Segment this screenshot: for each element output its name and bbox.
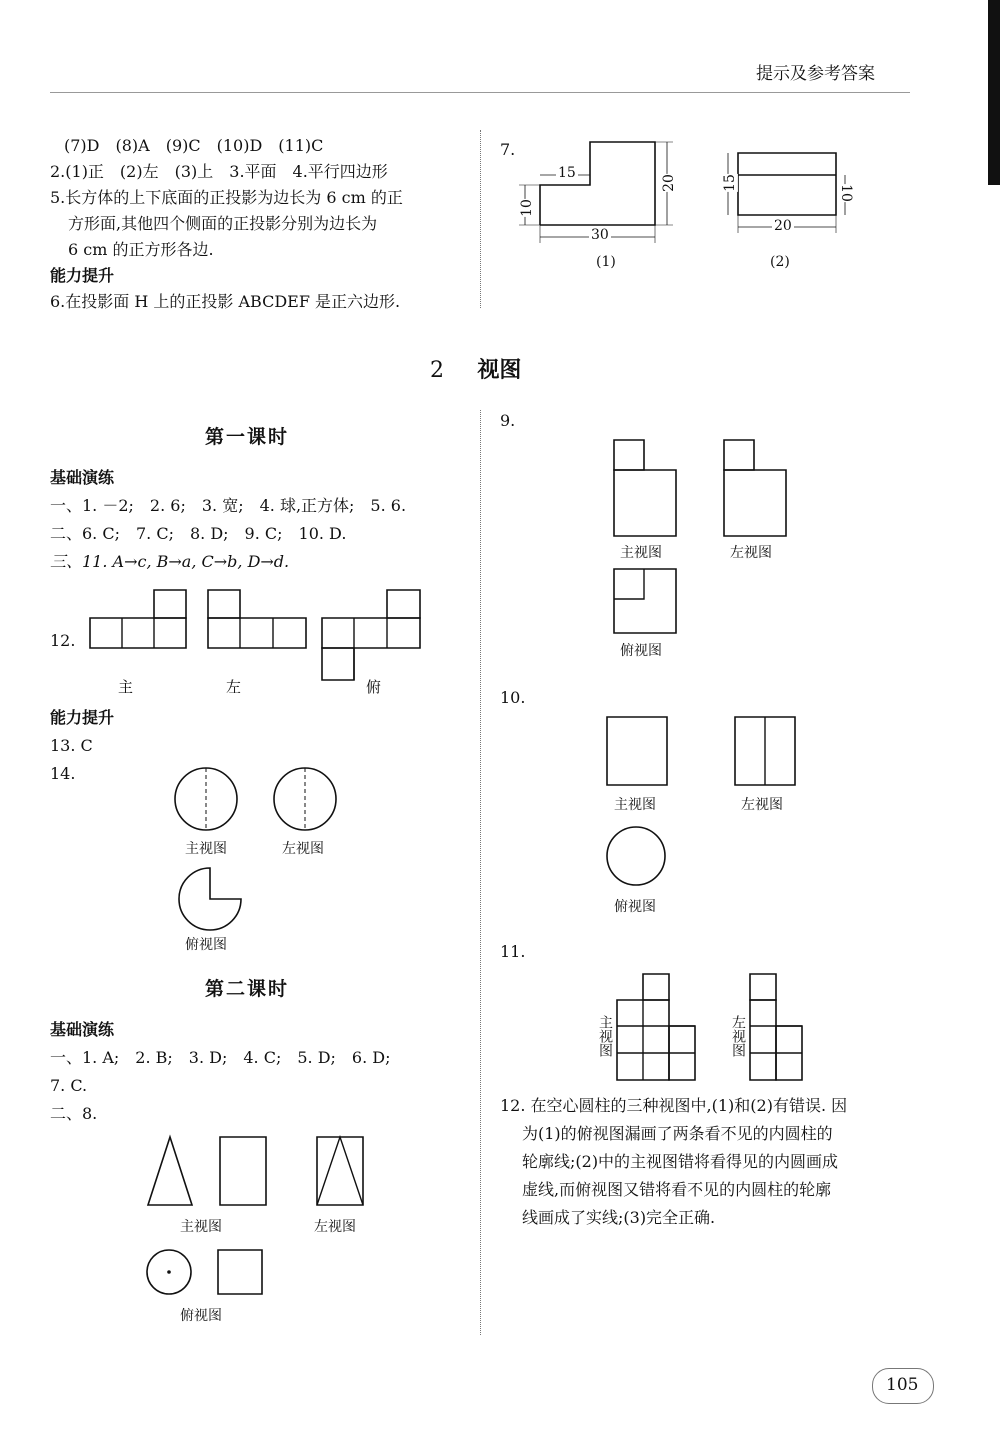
lesson1-line1: 一、1. －2; 2. 6; 3. 宽; 4. 球,正方体; 5. 6. — [50, 496, 407, 515]
lesson2-line2: 7. C. — [50, 1076, 88, 1095]
q10-cap-main: 主视图 — [614, 797, 656, 813]
q12-explain-b: 为(1)的俯视图漏画了两条看不见的内圆柱的 — [522, 1124, 833, 1143]
q14-main-view — [173, 766, 239, 832]
section-title — [430, 353, 521, 384]
dim-15: 15 — [558, 165, 576, 181]
answer-line-2-4: 2.(1)正 (2)左 (3)上 3.平面 4.平行四边形 — [50, 162, 388, 181]
dim-10: 10 — [518, 199, 535, 217]
q10-main-view — [605, 715, 669, 787]
lesson1-title: 第一课时 — [205, 426, 290, 448]
q12-cap-left: 左 — [226, 678, 242, 696]
q11-main-view — [615, 972, 725, 1082]
header-title: 提示及参考答案 — [756, 64, 875, 84]
ability-heading: 能力提升 — [50, 708, 115, 727]
q11-left-view — [748, 972, 808, 1082]
q14-cap-main: 主视图 — [185, 841, 227, 857]
q10-top-view — [605, 825, 667, 887]
lesson1-line3: 三、11. A→c, B→a, C→b, D→d. — [50, 552, 290, 571]
q14-cap-top: 俯视图 — [185, 937, 227, 953]
q11-cap-main: 主视图 — [597, 1015, 613, 1057]
section-number: 2 — [430, 358, 444, 383]
page-edge-tab — [988, 0, 1000, 185]
lesson2-title: 第二课时 — [205, 978, 290, 1000]
q12-explain-c: 轮廓线;(2)中的主视图错将看得见的内圆画成 — [522, 1152, 839, 1171]
q12-left-view — [206, 588, 308, 650]
q11-cap-left: 左视图 — [730, 1015, 746, 1057]
lesson2-line3: 二、8. — [50, 1104, 98, 1123]
q9-cap-top: 俯视图 — [620, 643, 662, 659]
q12-cap-main: 主 — [118, 678, 134, 696]
section-name: 视图 — [477, 358, 522, 383]
fig7-caption-2: (2) — [770, 254, 790, 270]
q14-left-view — [272, 766, 338, 832]
basic-heading-2: 基础演练 — [50, 1020, 115, 1039]
q7-label: 7. — [500, 140, 516, 159]
q10-cap-left: 左视图 — [741, 797, 783, 813]
answer-line-6: 6.在投影面 H 上的正投影 ABCDEF 是正六边形. — [50, 292, 401, 311]
q9-left-view — [722, 438, 788, 538]
q12-explain-a: 12. 在空心圆柱的三种视图中,(1)和(2)有错误. 因 — [500, 1096, 848, 1115]
q10-cap-top: 俯视图 — [614, 899, 656, 915]
q12-explain-e: 线画成了实线;(3)完全正确. — [522, 1208, 716, 1227]
q8-left-view — [218, 1135, 268, 1207]
q14-label: 14. — [50, 764, 76, 783]
ability-heading-top: 能力提升 — [50, 266, 115, 285]
q12-top-view — [320, 588, 422, 682]
q9-main-view — [612, 438, 678, 538]
q12-cap-top: 俯 — [366, 678, 382, 696]
dim-10b: 10 — [837, 184, 854, 202]
answer-line-7-11: (7)D (8)A (9)C (10)D (11)C — [64, 136, 324, 155]
q8-top-view-circle — [145, 1248, 193, 1296]
fig7-caption-1: (1) — [596, 254, 616, 270]
answer-line-5a: 5.长方体的上下底面的正投影为边长为 6 cm 的正 — [50, 188, 403, 207]
answer-line-5c: 6 cm 的正方形各边. — [68, 240, 214, 259]
dim-20: 20 — [660, 174, 677, 192]
q8-top-view-square — [216, 1248, 264, 1296]
lesson1-line2: 二、6. C; 7. C; 8. D; 9. C; 10. D. — [50, 524, 347, 543]
q12-label: 12. — [50, 631, 76, 650]
q9-label: 9. — [500, 411, 516, 430]
q12-main-view — [88, 588, 188, 650]
q9-top-view — [612, 567, 678, 635]
lesson2-line1: 一、1. A; 2. B; 3. D; 4. C; 5. D; 6. D; — [50, 1048, 391, 1067]
q10-left-view — [733, 715, 797, 787]
q14-cap-left: 左视图 — [282, 841, 324, 857]
q11-label: 11. — [500, 942, 526, 961]
q9-cap-left: 左视图 — [730, 545, 772, 561]
q8-cap-main: 主视图 — [180, 1219, 222, 1235]
header-rule — [50, 92, 910, 93]
q8-cap-left: 左视图 — [314, 1219, 356, 1235]
basic-heading-1: 基础演练 — [50, 468, 115, 487]
q14-top-view — [177, 866, 243, 932]
page-number: 105 — [886, 1375, 919, 1395]
dim-20b: 20 — [774, 218, 792, 234]
q8-main-view — [146, 1135, 194, 1207]
answer-line-5b: 方形面,其他四个侧面的正投影分别为边长为 — [68, 214, 378, 233]
column-divider-top — [480, 130, 481, 308]
q13-answer: 13. C — [50, 736, 93, 755]
q8-cap-top: 俯视图 — [180, 1308, 222, 1324]
q8-left-view-2 — [315, 1135, 365, 1207]
q12-explain-d: 虚线,而俯视图又错将看不见的内圆柱的轮廓 — [522, 1180, 832, 1199]
q9-cap-main: 主视图 — [620, 545, 662, 561]
dim-30: 30 — [591, 227, 609, 243]
q10-label: 10. — [500, 688, 526, 707]
dim-15b: 15 — [721, 174, 738, 192]
column-divider-main — [480, 410, 481, 1335]
